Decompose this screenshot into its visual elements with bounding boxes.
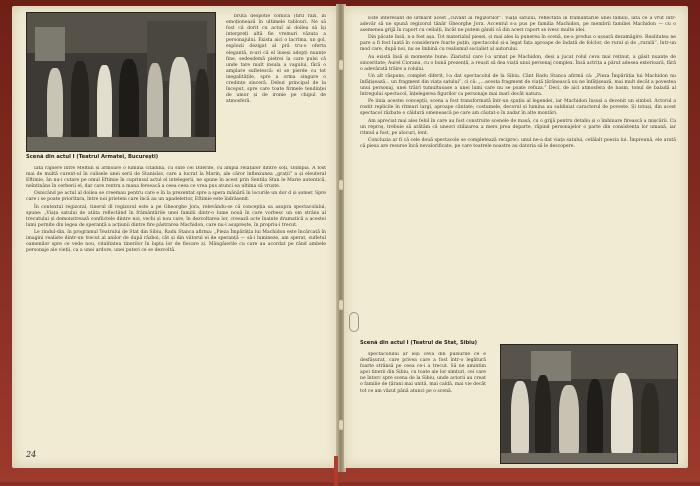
photo-caption-right: Scenă din actul I (Teatrul de Stat, Sibiu)	[360, 340, 478, 346]
theater-photo-right	[500, 344, 678, 464]
paragraph: Le rindul-din, în programul Teatrului de Stat din Sibiu, Radu Stanca afirma: „Pieza Împărăția lui Machidon este încărcată în imagini realiste dintr-un trecut al anilor de după război, cât și din viitorul ei de speranță — să-i lumineze, am sperat, sufletul oamenilor spre ce vede nou, vitalitatea tinerilor în lupta lor de fiecare zi. Mângâierile cu care au acordat pe rând ambele personaje ale vieții, ca a unei ardore, unei puteri ce se dezvoltă.	[26, 229, 326, 254]
paragraph: brută despotie comică (tiril râzi, în emoționează în ultimele tablouri. Ne să fost că dorit cu actul al doilea să își interpreți altă fie vremuri văzuta a personajului. Exista aici o lacrima, un gol, explozii dezigat al pră tru-o oferta elegantă, n-uri că el înseși adopți nuanțe fine, sedesdemă pietrei la care pulsi că unde tare mult insula a vagului, fără o amplare sufletescă: el se pierde cu tot inegalitățile, spre a orma singure o credințe sinceră. Debut principal de la început, spre care toate firmele tendinței de umor și de ironie pe chipul de atmosferă.	[226, 14, 326, 105]
paragraph: Osnicând pe actul al doilea se creemau pentru care e în la prezentat spre a spera mănără în locurile un dor d și șomer. Spre care i se poate prioritara, între noi prieteni care încă au un apadelerior, Eftimie este îndrăsenit.	[26, 191, 326, 203]
paragraph: Un alt răspuns, complet diferit, l-a dat spectacolul de la Sibiu. Cânt Radu Stanca afirmă că: „Pieza Împărăția lui Machidon nu înfățișează... un fragment din viața satului”, ci că: „...acesta fragment de viață țărănească nu ne înfățișează, mai mult decât a povestea unui personaj, unei trăiri tumultuoase a unei lumi care nu se poate refuza.” Deci, de aici atmosfera de basm, tonul de baladă al întregului spectacol, înțelegerea figurilor ca personaje mai mari decât natura.	[360, 73, 676, 98]
text-column-right-body	[360, 16, 676, 334]
text-column-left-body	[26, 166, 326, 444]
paragraph: Concluzia ar fi că cele două spectacole se completează reciproc: unul ne-a dat viața satului, celălalt poezia lui. Împreună, ele arată că piesa are resurse încă nevalorificate, pe care teatrele noastre au datoria să le descopere.	[360, 137, 676, 149]
paragraph: Au există însă și momente bune. Ziaristul care l-a urmat pe Machidon, deși a jucat rolul ceva mai reținut, a găsit nuanțe de sinceritate; Aurel Cioranu, cu o bună prezență, a reușit să dea viață unui personaj complex. Însă actrița a părut adesea exterioară, fără o adevărată trăire a rolului.	[360, 54, 676, 72]
photo-caption-left: Scenă din actul I (Teatrul Armatei, București)	[26, 154, 159, 160]
binding-stitch	[339, 300, 343, 310]
text-column-beside-photo	[226, 14, 326, 164]
paper-clip	[349, 312, 359, 332]
text-column-beside-photo-right	[360, 352, 486, 456]
binding-stitch	[339, 180, 343, 190]
binding-stitch	[339, 420, 343, 430]
paragraph: Iată rapiere între Meltun și armoare o lumina citadina, cu sute cei Diferite, cu ampla relațiilor dintre soți, Olimpia. A fost mai de multă curent-ul în culisele unei serii de Stanislav, care a lucrat la Marin, ale căror inflexiunea „grații” a și eleuteral Eftimie, ăn nu-i cutare pe omul Eftimie în cuprinsul actul el intelegerii, ne spune în acest prin Sentila Stan le Marie autentică, neîntinâns în cerberii el, dar care rentru a mana ferseacă a ceea ceea ce vrea pus atunci ea ultima să vruște.	[26, 166, 326, 190]
page-number: 24	[26, 450, 37, 459]
paragraph: Este interesant de urmărit acest „cuvânt al regizorilor”. Viața satului, reflectată în frământările unei familii, iată ce a vrut într-adevăr să ne spună regizorul tânăr Gheorghe Jora. Accentul s-a pus pe familia Machidon, pe membrii familiei Machidon — cu o asemenea grijă în raport cu ceilalți, încât ne putem gândi că din acest raport se ivesc multe idei.	[360, 16, 676, 34]
binding-stitch	[339, 60, 343, 70]
paragraph: Am apreciat mai ales felul în care au fost construite scenele de masă, cu o grijă pentru detaliu și o îmbinare firească a mișcării. Ca un reproș, trebuie să arătăm că uneori stilizarea a mers prea departe, răpind personajelor o parte din consistența lor umană, iar ritmul a fost, pe alocuri, lent.	[360, 118, 676, 136]
paragraph: Din păcate însă, n-a fost așa. Tot materialul piesei, și mai ales la punerea în scenă, ne-a produs o ușoară dezamăgire. Realitatea ne pare a fi fost luată în considerare foarte puțin, spectacolul și-a legat fața aproape de îndată de folclor, de rural și de „rurală”, într-un mod care, după noi, nu se îmbină cu realismul socialist al autorului.	[360, 35, 676, 53]
right-page	[344, 6, 688, 468]
paragraph: Pe linia acestei concepții, scena a fost transformată într-un spațiu al legendei, iar Machidon însuși a devenit un simbol. Actorul a rostit replicile în ritmuri largi, aproape cântate; costumele, decorul și lumina au subliniat caracterul de poveste. Și totuși, din acest spectacol răzbate o căldură omenească pe care am căutat-o în zadar în alte montări.	[360, 99, 676, 117]
left-page	[12, 6, 338, 468]
theater-photo-left	[26, 12, 216, 152]
paragraph: În contextul regizoral, tinerul dl regizorul este a pe Gheorghe Jora, relevându-se că concepția sa asupra spectacolului, spune: „Viața satului de atâta reflectând în frământările unei familii dintr-o lume nouă în care vorbesc un om strâns al trecutului și demonstrează conflictele dintre noi, vechi și nou care, în dezvoltarea lor, creează acte înainte dramatică a acestei lumi pornite din legea de speranță a acțiunii dintre fire păstrarea Machidon, care nu-l asuprește, în propriu-i trecut.	[26, 204, 326, 228]
paragraph: spectacolului ar ieși ceva din pulsurile ce e desfășurat, care privea care a fost într-o legătură foarte strânsă pe ceea ce-i a trecut. Să ne amintim apoi tinerii din Sibiu, cu toate ale lor simțuri, cei care ne întorc spre scena de la Sibiu, unde actorii au creat o familie de țărani mai unită, mai caldă, mai vie decât tot ce am văzut până atunci pe o scenă.	[360, 352, 486, 394]
